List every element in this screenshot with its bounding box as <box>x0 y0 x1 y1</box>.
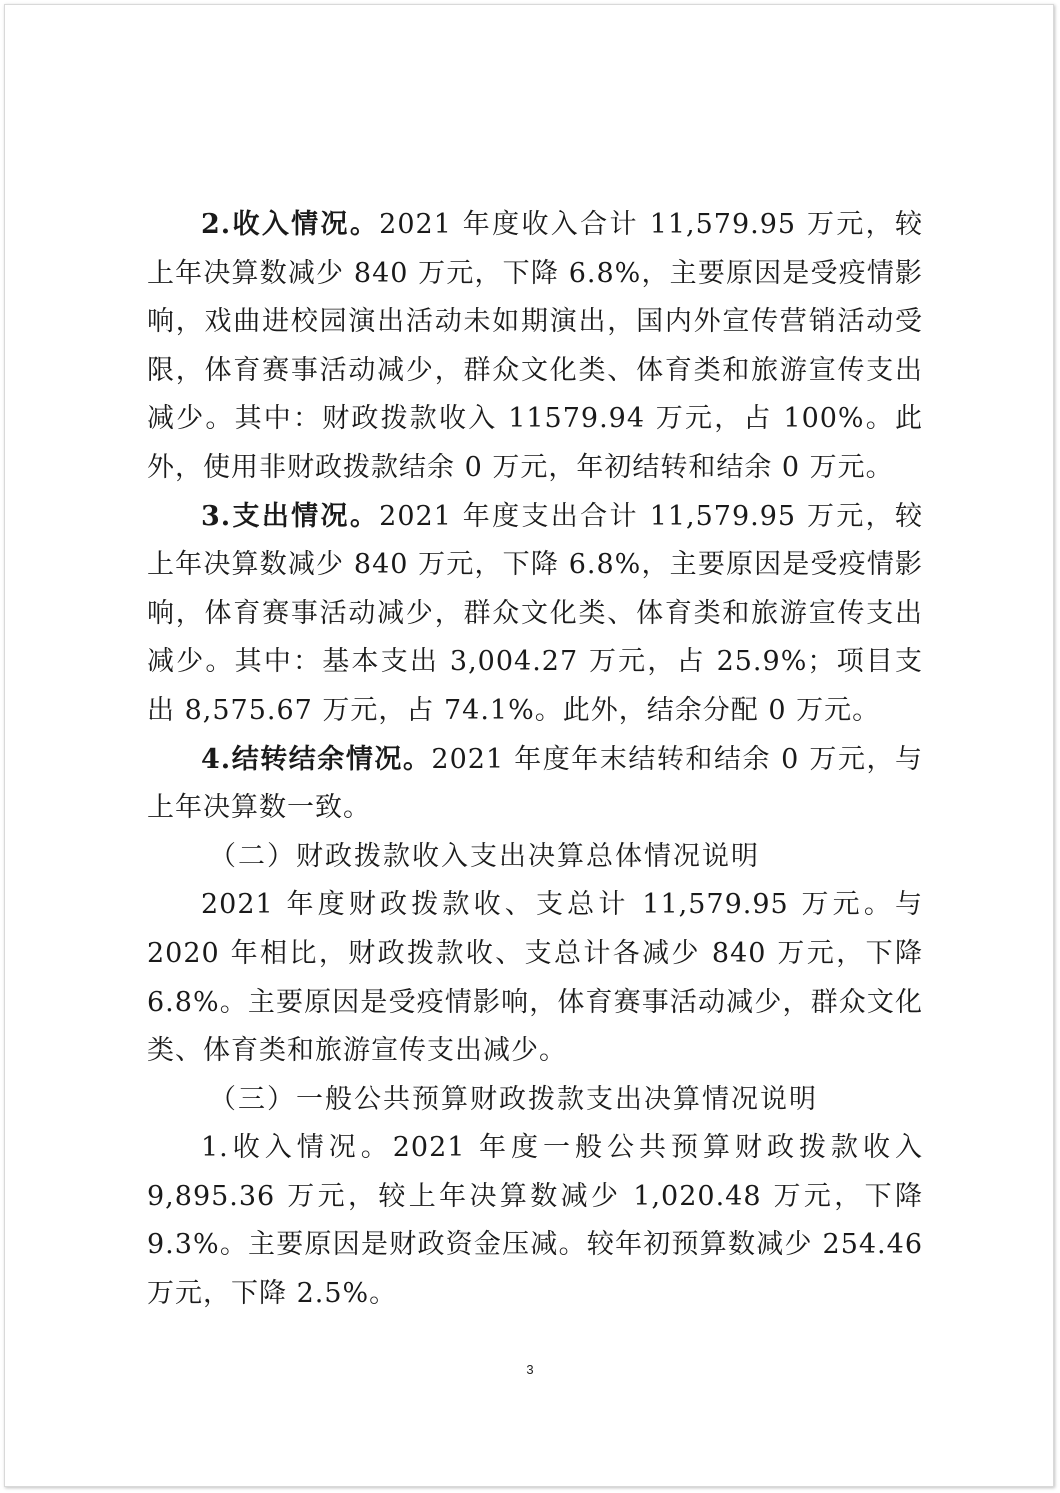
document-body <box>147 201 923 1319</box>
document-page <box>4 4 1054 1487</box>
paragraph-income <box>147 201 923 493</box>
page-number: 3 <box>526 1362 534 1377</box>
paragraph-balance <box>147 736 923 833</box>
paragraph-expenditure-title: 3.支出情况。 <box>201 500 380 532</box>
paragraph-expenditure-text: 2021 年度支出合计 11,579.95 万元，较上年决算数减少 840 万元，下降 6.8%，主要原因是受疫情影响，体育赛事活动减少，群众文化类、体育类和旅游宣传支出减少。其中：基本支出 3,004.27 万元，占 25.9%；项目支出 8,575.67 万元，占 74.1%。此外，结余分配 0 万元。 <box>147 500 924 726</box>
paragraph-general-budget-income: 1.收入情况。2021 年度一般公共预算财政拨款收入 9,895.36 万元，较上年决算数减少 1,020.48 万元，下降 9.3%。主要原因是财政资金压减。较年初预算数减少 254.46 万元，下降 2.5%。 <box>147 1132 923 1310</box>
paragraph-expenditure <box>147 493 923 736</box>
paragraph-income-text: 2021 年度收入合计 11,579.95 万元，较上年决算数减少 840 万元，下降 6.8%，主要原因是受疫情影响，戏曲进校园演出活动未如期演出，国内外宣传营销活动受限，体育赛事活动减少，群众文化类、体育类和旅游宣传支出减少。其中：财政拨款收入 11579.94 万元，占 100%。此外，使用非财政拨款结余 0 万元，年初结转和结余 0 万元。 <box>147 209 924 483</box>
section-heading-fiscal-total: （二）财政拨款收入支出决算总体情况说明 <box>209 840 760 872</box>
paragraph-fiscal-total: 2021 年度财政拨款收、支总计 11,579.95 万元。与 2020 年相比，财政拨款收、支总计各减少 840 万元，下降 6.8%。主要原因是受疫情影响，体育赛事活动减少，群众文化类、体育类和旅游宣传支出减少。 <box>147 889 923 1067</box>
paragraph-income-title: 2.收入情况。 <box>201 209 380 240</box>
paragraph-balance-text: 2021 年度年末结转和结余 0 万元，与上年决算数一致。 <box>147 743 923 824</box>
paragraph-balance-title: 4.结转结余情况。 <box>201 743 432 775</box>
section-heading-general-budget: （三）一般公共预算财政拨款支出决算情况说明 <box>209 1083 818 1115</box>
